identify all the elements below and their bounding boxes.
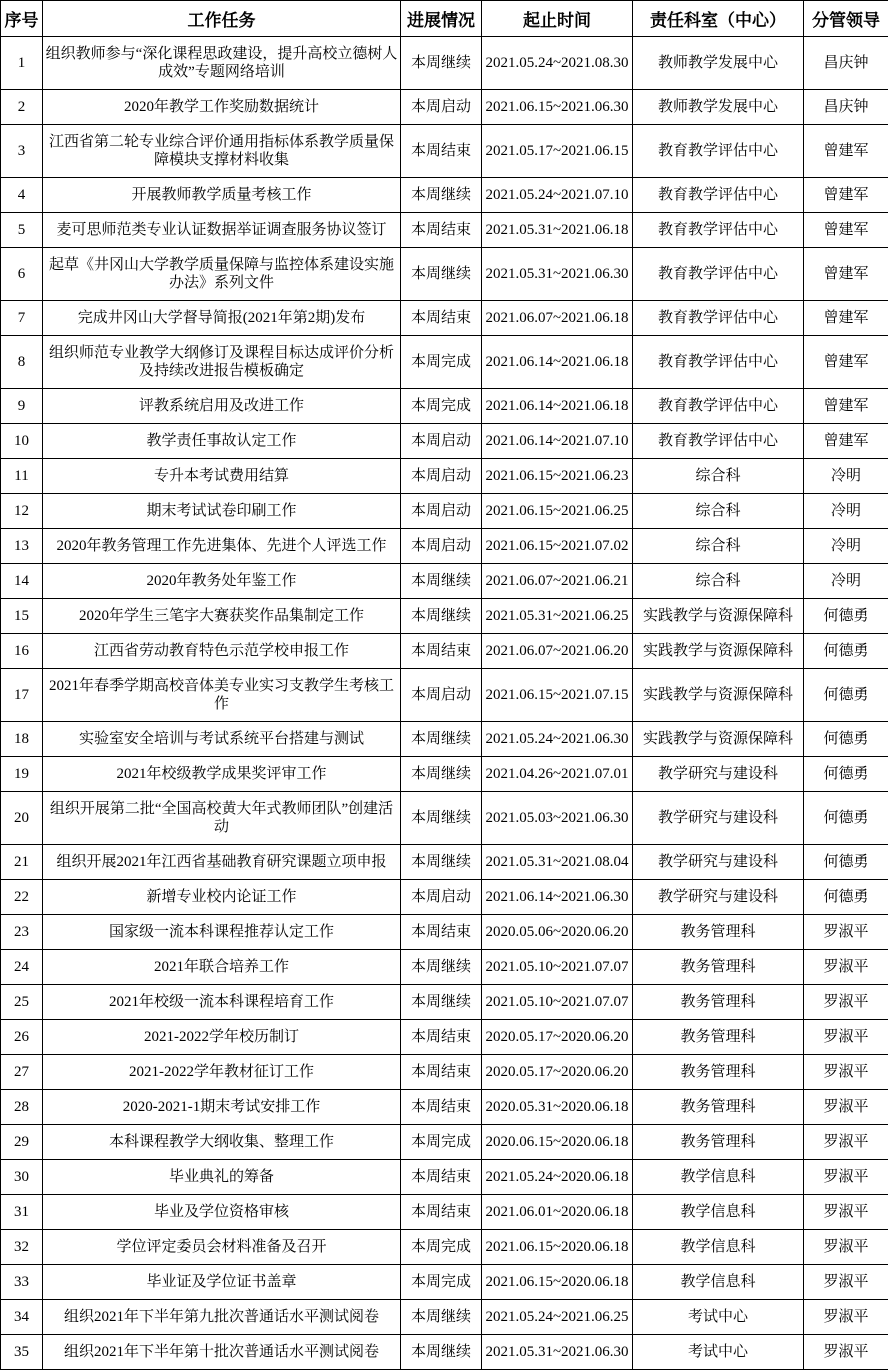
department-cell: 教学信息科 [633, 1160, 804, 1195]
progress-cell: 本周启动 [401, 90, 482, 125]
header-leader: 分管领导 [804, 1, 888, 37]
department-cell: 教学研究与建设科 [633, 845, 804, 880]
leader-cell: 罗淑平 [804, 1125, 888, 1160]
period-cell: 2021.06.15~2021.06.30 [482, 90, 633, 125]
progress-cell: 本周继续 [401, 37, 482, 90]
period-cell: 2021.06.15~2021.07.15 [482, 669, 633, 722]
department-cell: 教学研究与建设科 [633, 792, 804, 845]
progress-cell: 本周结束 [401, 1160, 482, 1195]
leader-cell: 何德勇 [804, 880, 888, 915]
progress-cell: 本周结束 [401, 301, 482, 336]
department-cell: 教育教学评估中心 [633, 301, 804, 336]
table-row [1, 1335, 888, 1370]
table-row [1, 301, 888, 336]
department-cell: 综合科 [633, 494, 804, 529]
task-cell: 2021年校级一流本科课程培育工作 [43, 985, 401, 1020]
period-cell: 2020.05.17~2020.06.20 [482, 1055, 633, 1090]
table-row [1, 1020, 888, 1055]
table-row [1, 1195, 888, 1230]
department-cell: 实践教学与资源保障科 [633, 722, 804, 757]
row-number-cell: 20 [1, 792, 43, 845]
task-cell: 江西省劳动教育特色示范学校申报工作 [43, 634, 401, 669]
department-cell: 实践教学与资源保障科 [633, 599, 804, 634]
leader-cell: 曾建军 [804, 125, 888, 178]
task-cell: 江西省第二轮专业综合评价通用指标体系教学质量保障模块支撑材料收集 [43, 125, 401, 178]
row-number-cell: 25 [1, 985, 43, 1020]
department-cell: 综合科 [633, 529, 804, 564]
leader-cell: 罗淑平 [804, 1300, 888, 1335]
leader-cell: 罗淑平 [804, 1160, 888, 1195]
row-number-cell: 23 [1, 915, 43, 950]
period-cell: 2021.06.01~2020.06.18 [482, 1195, 633, 1230]
header-task: 工作任务 [43, 1, 401, 37]
period-cell: 2021.05.31~2021.06.25 [482, 599, 633, 634]
task-cell: 2020年教务管理工作先进集体、先进个人评选工作 [43, 529, 401, 564]
period-cell: 2020.06.15~2020.06.18 [482, 1125, 633, 1160]
leader-cell: 昌庆钟 [804, 90, 888, 125]
table-row [1, 248, 888, 301]
department-cell: 教学研究与建设科 [633, 880, 804, 915]
table-row [1, 178, 888, 213]
department-cell: 教育教学评估中心 [633, 424, 804, 459]
table-row [1, 1090, 888, 1125]
progress-cell: 本周完成 [401, 389, 482, 424]
period-cell: 2021.05.31~2021.06.18 [482, 213, 633, 248]
task-cell: 2020年教学工作奖励数据统计 [43, 90, 401, 125]
row-number-cell: 29 [1, 1125, 43, 1160]
row-number-cell: 1 [1, 37, 43, 90]
leader-cell: 罗淑平 [804, 1335, 888, 1370]
department-cell: 教务管理科 [633, 1090, 804, 1125]
period-cell: 2021.05.31~2021.06.30 [482, 248, 633, 301]
row-number-cell: 28 [1, 1090, 43, 1125]
department-cell: 考试中心 [633, 1335, 804, 1370]
progress-cell: 本周启动 [401, 529, 482, 564]
row-number-cell: 15 [1, 599, 43, 634]
period-cell: 2021.04.26~2021.07.01 [482, 757, 633, 792]
department-cell: 教育教学评估中心 [633, 248, 804, 301]
table-row [1, 459, 888, 494]
department-cell: 教学信息科 [633, 1230, 804, 1265]
task-cell: 2021年春季学期高校音体美专业实习支教学生考核工作 [43, 669, 401, 722]
row-number-cell: 10 [1, 424, 43, 459]
period-cell: 2021.05.10~2021.07.07 [482, 950, 633, 985]
row-number-cell: 21 [1, 845, 43, 880]
progress-cell: 本周继续 [401, 248, 482, 301]
header-period: 起止时间 [482, 1, 633, 37]
task-cell: 开展教师教学质量考核工作 [43, 178, 401, 213]
task-cell: 2020年学生三笔字大赛获奖作品集制定工作 [43, 599, 401, 634]
table-row [1, 1230, 888, 1265]
table-row [1, 336, 888, 389]
leader-cell: 曾建军 [804, 178, 888, 213]
task-cell: 期末考试试卷印刷工作 [43, 494, 401, 529]
period-cell: 2021.05.03~2021.06.30 [482, 792, 633, 845]
period-cell: 2021.05.31~2021.06.30 [482, 1335, 633, 1370]
department-cell: 教务管理科 [633, 1020, 804, 1055]
department-cell: 教育教学评估中心 [633, 389, 804, 424]
table-row [1, 37, 888, 90]
row-number-cell: 8 [1, 336, 43, 389]
leader-cell: 罗淑平 [804, 1195, 888, 1230]
task-cell: 实验室安全培训与考试系统平台搭建与测试 [43, 722, 401, 757]
task-cell: 2020年教务处年鉴工作 [43, 564, 401, 599]
row-number-cell: 13 [1, 529, 43, 564]
progress-cell: 本周启动 [401, 424, 482, 459]
table-row [1, 950, 888, 985]
task-cell: 完成井冈山大学督导简报(2021年第2期)发布 [43, 301, 401, 336]
task-cell: 新增专业校内论证工作 [43, 880, 401, 915]
progress-cell: 本周继续 [401, 1335, 482, 1370]
table-row [1, 1160, 888, 1195]
row-number-cell: 14 [1, 564, 43, 599]
row-number-cell: 6 [1, 248, 43, 301]
task-cell: 组织开展第二批“全国高校黄大年式教师团队”创建活动 [43, 792, 401, 845]
department-cell: 教务管理科 [633, 985, 804, 1020]
period-cell: 2021.06.15~2020.06.18 [482, 1230, 633, 1265]
header-department: 责任科室（中心） [633, 1, 804, 37]
table-row [1, 599, 888, 634]
period-cell: 2021.06.07~2021.06.20 [482, 634, 633, 669]
period-cell: 2021.06.14~2021.07.10 [482, 424, 633, 459]
period-cell: 2021.06.15~2021.06.25 [482, 494, 633, 529]
row-number-cell: 19 [1, 757, 43, 792]
header-no: 序号 [1, 1, 43, 37]
task-cell: 国家级一流本科课程推荐认定工作 [43, 915, 401, 950]
progress-cell: 本周结束 [401, 125, 482, 178]
leader-cell: 曾建军 [804, 301, 888, 336]
row-number-cell: 22 [1, 880, 43, 915]
leader-cell: 曾建军 [804, 424, 888, 459]
leader-cell: 罗淑平 [804, 915, 888, 950]
row-number-cell: 31 [1, 1195, 43, 1230]
period-cell: 2021.06.14~2021.06.18 [482, 389, 633, 424]
progress-cell: 本周结束 [401, 1195, 482, 1230]
department-cell: 实践教学与资源保障科 [633, 634, 804, 669]
task-cell: 组织2021年下半年第九批次普通话水平测试阅卷 [43, 1300, 401, 1335]
leader-cell: 罗淑平 [804, 950, 888, 985]
table-row [1, 985, 888, 1020]
row-number-cell: 27 [1, 1055, 43, 1090]
row-number-cell: 11 [1, 459, 43, 494]
department-cell: 教育教学评估中心 [633, 178, 804, 213]
table-row [1, 1055, 888, 1090]
period-cell: 2021.05.31~2021.08.04 [482, 845, 633, 880]
progress-cell: 本周继续 [401, 950, 482, 985]
table-row [1, 529, 888, 564]
row-number-cell: 7 [1, 301, 43, 336]
period-cell: 2021.05.24~2021.07.10 [482, 178, 633, 213]
row-number-cell: 9 [1, 389, 43, 424]
progress-cell: 本周继续 [401, 722, 482, 757]
table-row [1, 424, 888, 459]
row-number-cell: 30 [1, 1160, 43, 1195]
leader-cell: 昌庆钟 [804, 37, 888, 90]
leader-cell: 曾建军 [804, 248, 888, 301]
task-cell: 起草《井冈山大学教学质量保障与监控体系建设实施办法》系列文件 [43, 248, 401, 301]
period-cell: 2020.05.06~2020.06.20 [482, 915, 633, 950]
period-cell: 2021.06.14~2021.06.18 [482, 336, 633, 389]
task-cell: 毕业典礼的筹备 [43, 1160, 401, 1195]
leader-cell: 冷明 [804, 459, 888, 494]
leader-cell: 罗淑平 [804, 1020, 888, 1055]
period-cell: 2021.05.17~2021.06.15 [482, 125, 633, 178]
department-cell: 教务管理科 [633, 915, 804, 950]
row-number-cell: 16 [1, 634, 43, 669]
department-cell: 教育教学评估中心 [633, 213, 804, 248]
progress-cell: 本周完成 [401, 336, 482, 389]
table-header [1, 1, 888, 37]
leader-cell: 罗淑平 [804, 1090, 888, 1125]
department-cell: 教务管理科 [633, 1055, 804, 1090]
table-row [1, 494, 888, 529]
progress-cell: 本周继续 [401, 985, 482, 1020]
table-row [1, 213, 888, 248]
progress-cell: 本周完成 [401, 1125, 482, 1160]
task-cell: 本科课程教学大纲收集、整理工作 [43, 1125, 401, 1160]
leader-cell: 罗淑平 [804, 1230, 888, 1265]
period-cell: 2021.06.14~2021.06.30 [482, 880, 633, 915]
leader-cell: 罗淑平 [804, 1265, 888, 1300]
department-cell: 教育教学评估中心 [633, 336, 804, 389]
period-cell: 2021.06.07~2021.06.18 [482, 301, 633, 336]
row-number-cell: 35 [1, 1335, 43, 1370]
task-cell: 组织2021年下半年第十批次普通话水平测试阅卷 [43, 1335, 401, 1370]
leader-cell: 何德勇 [804, 599, 888, 634]
progress-cell: 本周继续 [401, 792, 482, 845]
department-cell: 教学信息科 [633, 1265, 804, 1300]
task-cell: 2021-2022学年校历制订 [43, 1020, 401, 1055]
progress-cell: 本周结束 [401, 1020, 482, 1055]
task-cell: 2021年校级教学成果奖评审工作 [43, 757, 401, 792]
department-cell: 综合科 [633, 564, 804, 599]
department-cell: 实践教学与资源保障科 [633, 669, 804, 722]
row-number-cell: 5 [1, 213, 43, 248]
leader-cell: 曾建军 [804, 213, 888, 248]
task-cell: 毕业及学位资格审核 [43, 1195, 401, 1230]
task-cell: 2021-2022学年教材征订工作 [43, 1055, 401, 1090]
table-row [1, 564, 888, 599]
department-cell: 教学研究与建设科 [633, 757, 804, 792]
row-number-cell: 12 [1, 494, 43, 529]
progress-cell: 本周继续 [401, 599, 482, 634]
leader-cell: 冷明 [804, 494, 888, 529]
header-row [1, 1, 888, 37]
task-cell: 教学责任事故认定工作 [43, 424, 401, 459]
header-progress: 进展情况 [401, 1, 482, 37]
leader-cell: 罗淑平 [804, 985, 888, 1020]
progress-cell: 本周继续 [401, 1300, 482, 1335]
progress-cell: 本周完成 [401, 1265, 482, 1300]
table-body [1, 37, 888, 1370]
task-cell: 组织开展2021年江西省基础教育研究课题立项申报 [43, 845, 401, 880]
progress-cell: 本周继续 [401, 178, 482, 213]
progress-cell: 本周继续 [401, 564, 482, 599]
task-cell: 学位评定委员会材料准备及召开 [43, 1230, 401, 1265]
row-number-cell: 33 [1, 1265, 43, 1300]
period-cell: 2021.06.15~2020.06.18 [482, 1265, 633, 1300]
leader-cell: 冷明 [804, 564, 888, 599]
task-cell: 组织教师参与“深化课程思政建设，提升高校立德树人成效”专题网络培训 [43, 37, 401, 90]
period-cell: 2020.05.31~2020.06.18 [482, 1090, 633, 1125]
row-number-cell: 4 [1, 178, 43, 213]
leader-cell: 何德勇 [804, 792, 888, 845]
department-cell: 综合科 [633, 459, 804, 494]
period-cell: 2021.06.15~2021.06.23 [482, 459, 633, 494]
period-cell: 2021.05.24~2021.06.25 [482, 1300, 633, 1335]
progress-cell: 本周结束 [401, 1055, 482, 1090]
leader-cell: 何德勇 [804, 669, 888, 722]
task-cell: 2021年联合培养工作 [43, 950, 401, 985]
row-number-cell: 32 [1, 1230, 43, 1265]
department-cell: 教学信息科 [633, 1195, 804, 1230]
progress-cell: 本周继续 [401, 845, 482, 880]
table-row [1, 1300, 888, 1335]
table-row [1, 845, 888, 880]
table-row [1, 669, 888, 722]
table-row [1, 634, 888, 669]
table-row [1, 757, 888, 792]
task-cell: 麦可思师范类专业认证数据举证调查服务协议签订 [43, 213, 401, 248]
period-cell: 2021.05.24~2020.06.18 [482, 1160, 633, 1195]
department-cell: 教师教学发展中心 [633, 90, 804, 125]
row-number-cell: 26 [1, 1020, 43, 1055]
task-cell: 毕业证及学位证书盖章 [43, 1265, 401, 1300]
row-number-cell: 17 [1, 669, 43, 722]
leader-cell: 曾建军 [804, 336, 888, 389]
row-number-cell: 24 [1, 950, 43, 985]
progress-cell: 本周启动 [401, 459, 482, 494]
department-cell: 考试中心 [633, 1300, 804, 1335]
period-cell: 2021.05.10~2021.07.07 [482, 985, 633, 1020]
progress-cell: 本周结束 [401, 915, 482, 950]
task-cell: 2020-2021-1期末考试安排工作 [43, 1090, 401, 1125]
leader-cell: 罗淑平 [804, 1055, 888, 1090]
department-cell: 教务管理科 [633, 1125, 804, 1160]
table-row [1, 1125, 888, 1160]
department-cell: 教务管理科 [633, 950, 804, 985]
leader-cell: 何德勇 [804, 845, 888, 880]
task-cell: 组织师范专业教学大纲修订及课程目标达成评价分析及持续改进报告模板确定 [43, 336, 401, 389]
period-cell: 2021.06.15~2021.07.02 [482, 529, 633, 564]
period-cell: 2021.05.24~2021.06.30 [482, 722, 633, 757]
table-row [1, 90, 888, 125]
progress-cell: 本周启动 [401, 880, 482, 915]
table-row [1, 880, 888, 915]
table-row [1, 389, 888, 424]
task-cell: 评教系统启用及改进工作 [43, 389, 401, 424]
task-cell: 专升本考试费用结算 [43, 459, 401, 494]
progress-cell: 本周继续 [401, 757, 482, 792]
period-cell: 2020.05.17~2020.06.20 [482, 1020, 633, 1055]
table-row [1, 722, 888, 757]
progress-cell: 本周结束 [401, 1090, 482, 1125]
table-row [1, 1265, 888, 1300]
table-row [1, 792, 888, 845]
progress-cell: 本周启动 [401, 494, 482, 529]
table-row [1, 125, 888, 178]
row-number-cell: 34 [1, 1300, 43, 1335]
progress-cell: 本周完成 [401, 1230, 482, 1265]
department-cell: 教师教学发展中心 [633, 37, 804, 90]
progress-cell: 本周启动 [401, 669, 482, 722]
row-number-cell: 2 [1, 90, 43, 125]
row-number-cell: 3 [1, 125, 43, 178]
leader-cell: 何德勇 [804, 722, 888, 757]
department-cell: 教育教学评估中心 [633, 125, 804, 178]
period-cell: 2021.05.24~2021.08.30 [482, 37, 633, 90]
progress-cell: 本周结束 [401, 634, 482, 669]
progress-cell: 本周结束 [401, 213, 482, 248]
leader-cell: 曾建军 [804, 389, 888, 424]
row-number-cell: 18 [1, 722, 43, 757]
leader-cell: 冷明 [804, 529, 888, 564]
table-row [1, 915, 888, 950]
leader-cell: 何德勇 [804, 757, 888, 792]
leader-cell: 何德勇 [804, 634, 888, 669]
period-cell: 2021.06.07~2021.06.21 [482, 564, 633, 599]
